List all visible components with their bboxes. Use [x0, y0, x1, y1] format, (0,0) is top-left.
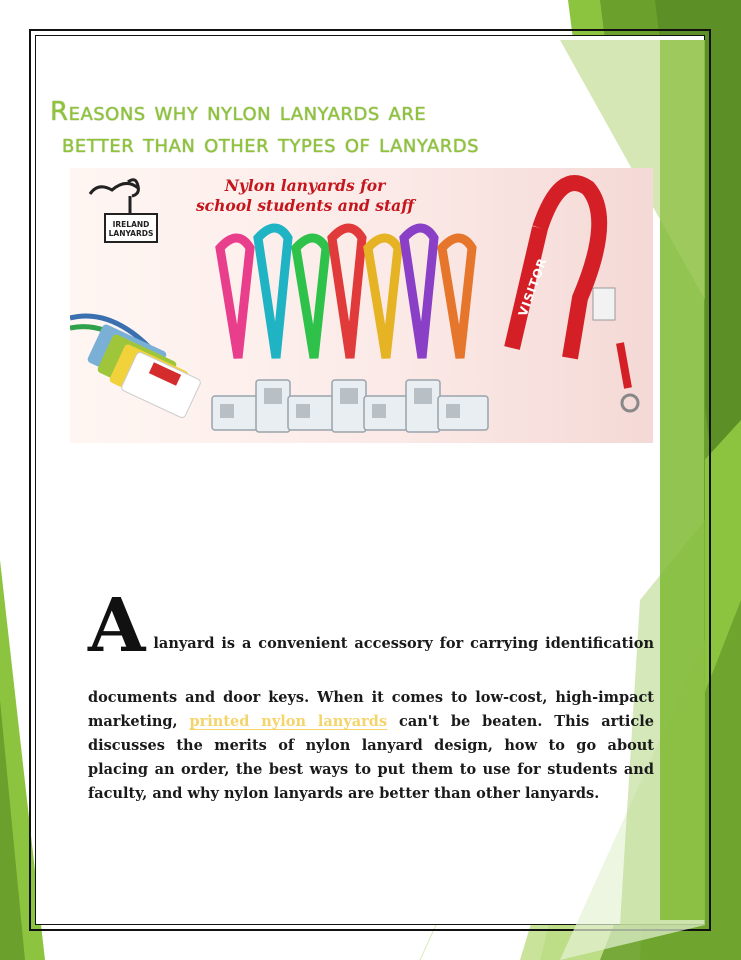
page-title — [50, 95, 650, 161]
banner-caption-line-2: school students and staff — [195, 196, 415, 215]
drop-cap: A — [88, 583, 146, 669]
banner-caption — [185, 176, 425, 216]
colored-lanyards — [220, 228, 472, 358]
title-line-2: better than other types of lanyards — [62, 129, 480, 159]
visitor-label: VISITOR — [515, 255, 550, 319]
banner-caption-line-1: Nylon lanyards for — [224, 176, 386, 195]
lanyards-banner-image — [70, 168, 653, 443]
article-body — [88, 686, 654, 806]
printed-nylon-lanyards-link[interactable]: printed nylon lanyards — [189, 713, 388, 730]
text-after-link: can't be beaten. This article discusses the merits of nylon lanyard design, how to go about placing an order, the best ways to put them to use for students and faculty, and why nylon lanyards are better than other lanyards. — [88, 713, 654, 802]
first-line-text: lanyard is a convenient accessory for carrying identification — [153, 635, 654, 652]
text-before-link: documents and door keys. When it comes to low-cost, high-impact marketing, — [88, 689, 654, 730]
logo-text — [106, 220, 156, 238]
card-stack — [70, 316, 202, 419]
logo-line-1: IRELAND — [112, 220, 150, 229]
article-paragraph — [88, 583, 654, 806]
title-line-1: Reasons why nylon lanyards are — [50, 97, 427, 127]
first-line — [88, 583, 654, 669]
logo-line-2: LANYARDS — [108, 229, 154, 238]
